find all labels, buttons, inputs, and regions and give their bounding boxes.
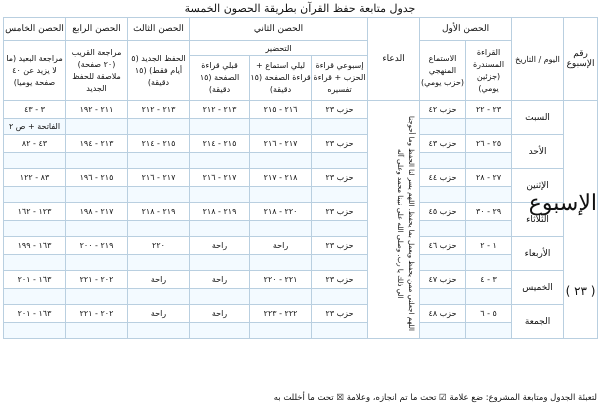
check-row <box>4 289 598 305</box>
check-cell[interactable] <box>66 187 128 203</box>
jadid-header: الحفظ الجديد (٥ أيام فقط) (١٥ دقيقة) <box>128 41 190 101</box>
check-row <box>4 187 598 203</box>
layli-cell[interactable]: راحة <box>250 237 312 255</box>
asma-cell[interactable]: حزب ٤٣ <box>420 135 466 153</box>
week-number: ( ٢٣ ) <box>565 284 596 298</box>
check-cell[interactable] <box>4 323 66 339</box>
layli-cell[interactable]: ٢١٨ - ٢١٧ <box>250 169 312 187</box>
check-row <box>4 119 598 135</box>
check-cell[interactable] <box>420 221 466 237</box>
check-cell[interactable] <box>190 221 250 237</box>
day-cell: الخميس <box>512 271 564 305</box>
tracking-table <box>3 17 598 339</box>
baid-cell[interactable]: ١٦٣ - ١٩٩ <box>4 237 66 255</box>
jadid-cell[interactable]: راحة <box>128 305 190 323</box>
check-cell[interactable] <box>4 289 66 305</box>
check-cell[interactable] <box>250 221 312 237</box>
layli-cell[interactable]: ٢٢٠ - ٢١٨ <box>250 203 312 221</box>
check-cell[interactable] <box>420 323 466 339</box>
usbui-cell[interactable]: حزب ٢٣ <box>312 305 368 323</box>
qabli-cell[interactable]: راحة <box>190 271 250 289</box>
qira-header: القراءة المسندرة (جزئين يومي) <box>466 41 512 101</box>
jadid-cell[interactable]: ٢٢٠ <box>128 237 190 255</box>
table-row <box>4 135 598 153</box>
qira-cell[interactable]: ٢٥ - ٢٦ <box>466 135 512 153</box>
check-cell[interactable] <box>190 255 250 271</box>
table-row <box>4 101 598 119</box>
qarib-cell[interactable]: ٢١٥ - ١٩٦ <box>66 169 128 187</box>
week-label: الإسبوع <box>528 191 598 216</box>
jadid-cell[interactable]: ٢١٥ - ٢١٤ <box>128 135 190 153</box>
qarib-cell[interactable]: ٢٠٢ - ٢٢١ <box>66 271 128 289</box>
check-cell[interactable] <box>66 153 128 169</box>
qarib-header: مراجعة القريب (٢٠ صفحة) ملاصقة للحفظ الجديد <box>66 41 128 101</box>
table-row <box>4 237 598 255</box>
layli-cell[interactable]: ٢١٧ - ٢١٦ <box>250 135 312 153</box>
usbui-cell[interactable]: حزب ٢٣ <box>312 169 368 187</box>
check-cell[interactable] <box>312 153 368 169</box>
usbui-cell[interactable]: حزب ٢٣ <box>312 135 368 153</box>
table-row <box>4 203 598 221</box>
check-cell[interactable] <box>420 119 466 135</box>
qabli-cell[interactable]: راحة <box>190 305 250 323</box>
usbui-cell[interactable]: حزب ٢٣ <box>312 101 368 119</box>
qabli-cell[interactable]: ٢١٥ - ٢١٤ <box>190 135 250 153</box>
check-cell[interactable] <box>250 119 312 135</box>
qira-cell[interactable]: ١ - ٢ <box>466 237 512 255</box>
asma-header: الاستماع المنهجي (حزب يومي) <box>420 41 466 101</box>
check-cell[interactable] <box>128 221 190 237</box>
usbui-cell[interactable]: حزب ٢٣ <box>312 271 368 289</box>
qira-cell[interactable]: ٢٩ - ٣٠ <box>466 203 512 221</box>
check-cell[interactable] <box>128 289 190 305</box>
layli-cell[interactable]: ٢٢٢ - ٢٢٣ <box>250 305 312 323</box>
check-cell[interactable] <box>420 187 466 203</box>
check-cell[interactable] <box>4 255 66 271</box>
check-cell[interactable] <box>312 323 368 339</box>
fort5-header: الحصن الخامس <box>4 18 66 41</box>
week-header: رقم الإسبوع <box>564 18 598 101</box>
day-cell: الثلاثاء <box>512 203 564 237</box>
table-row <box>4 169 598 187</box>
check-cell[interactable] <box>190 187 250 203</box>
check-cell[interactable] <box>128 187 190 203</box>
layli-cell[interactable]: ٢٢١ - ٢٢٠ <box>250 271 312 289</box>
check-row <box>4 153 598 169</box>
check-cell[interactable] <box>190 289 250 305</box>
check-cell[interactable] <box>66 119 128 135</box>
baid-cell[interactable]: ٣ - ٤٣ <box>4 101 66 119</box>
check-row <box>4 255 598 271</box>
day-cell: السبت <box>512 101 564 135</box>
usbui-cell[interactable]: حزب ٢٣ <box>312 203 368 221</box>
check-cell[interactable] <box>250 323 312 339</box>
qira-cell[interactable]: ٥ - ٦ <box>466 305 512 323</box>
fort4-header: الحصن الرابع <box>66 18 128 41</box>
jadid-cell[interactable]: ٢١٧ - ٢١٦ <box>128 169 190 187</box>
qarib-cell[interactable]: ٢١١ - ١٩٢ <box>66 101 128 119</box>
check-cell[interactable] <box>250 187 312 203</box>
check-cell[interactable] <box>128 255 190 271</box>
check-row <box>4 323 598 339</box>
check-cell[interactable] <box>312 221 368 237</box>
asma-cell[interactable]: حزب ٤٢ <box>420 101 466 119</box>
qabli-header: قبلي قراءة الصفحة (١٥ دقيقة) <box>190 56 250 101</box>
check-cell[interactable] <box>128 119 190 135</box>
check-cell[interactable] <box>66 323 128 339</box>
check-cell[interactable] <box>190 153 250 169</box>
baid-cell[interactable]: ١٦٣ - ٢٠١ <box>4 305 66 323</box>
table-row <box>4 305 598 323</box>
prayer-header: الدعاء <box>368 18 420 101</box>
check-cell[interactable] <box>190 323 250 339</box>
jadid-cell[interactable]: ٢١٣ - ٢١٢ <box>128 101 190 119</box>
day-cell: الإثنين <box>512 169 564 203</box>
page-title: جدول متابعة حفظ القرآن بطريقة الحصون الخمسة <box>184 2 416 15</box>
usbui-header: إسبوعي قراءة الحزب + قراءة تفسيره <box>312 56 368 101</box>
qarib-cell[interactable]: ٢٠٢ - ٢٢١ <box>66 305 128 323</box>
day-header: اليوم / التاريخ <box>512 18 564 101</box>
check-cell[interactable] <box>312 187 368 203</box>
check-cell[interactable] <box>312 289 368 305</box>
check-cell[interactable] <box>420 255 466 271</box>
check-cell[interactable] <box>66 255 128 271</box>
table-row <box>4 271 598 289</box>
check-cell[interactable] <box>466 289 512 305</box>
footer-note: لتعبئة الجدول ومتابعة المشروع: ضع علامة ☑ تحت ما تم انجازه، وعلامة ☒ تحت ما أخللت به <box>273 393 597 403</box>
check-cell[interactable] <box>66 289 128 305</box>
check-cell[interactable] <box>466 153 512 169</box>
asma-cell[interactable]: حزب ٤٦ <box>420 237 466 255</box>
usbui-cell[interactable]: حزب ٢٣ <box>312 237 368 255</box>
check-cell[interactable] <box>190 119 250 135</box>
layli-header: ليلي استماع + قراءة الصفحة (١٥ دقيقة) <box>250 56 312 101</box>
fort3-header: الحصن الثالث <box>128 18 190 41</box>
baid-cell[interactable]: ١٢٣ - ١٦٢ <box>4 203 66 221</box>
check-cell[interactable] <box>466 255 512 271</box>
check-cell[interactable] <box>4 221 66 237</box>
asma-cell[interactable]: حزب ٤٤ <box>420 169 466 187</box>
baid-cell[interactable]: ٨٣ - ١٢٢ <box>4 169 66 187</box>
layli-cell[interactable]: ٢١٦ - ٢١٥ <box>250 101 312 119</box>
prayer-text: اللهم اجعلني ممن يحفظ ويعمل بما يحفظ. اللهم يسر لنا الحفظ وما أحوجنا الي ذلك يا رب. وصلى الله على نبينا محمد وعلى آله <box>396 116 416 331</box>
qabli-cell[interactable]: ٢١٩ - ٢١٨ <box>190 203 250 221</box>
qabli-cell[interactable]: ٢١٣ - ٢١٢ <box>190 101 250 119</box>
day-cell: الجمعة <box>512 305 564 339</box>
jadid-cell[interactable]: راحة <box>128 271 190 289</box>
check-cell[interactable] <box>250 255 312 271</box>
check-cell[interactable] <box>66 221 128 237</box>
baid-header: مراجعة البعيد (ما لا يزيد عن ٤٠ صفحة يوميا) <box>4 41 66 101</box>
check-cell[interactable] <box>466 221 512 237</box>
qira-cell[interactable]: ٣ - ٤ <box>466 271 512 289</box>
qarib-cell[interactable]: ٢١٩ - ٢٠٠ <box>66 237 128 255</box>
qarib-cell[interactable]: ٢١٧ - ١٩٨ <box>66 203 128 221</box>
check-cell[interactable] <box>420 153 466 169</box>
qira-cell[interactable]: ٢٣ - ٢٢ <box>466 101 512 119</box>
asma-cell[interactable]: حزب ٤٥ <box>420 203 466 221</box>
check-row <box>4 221 598 237</box>
qira-cell[interactable]: ٢٧ - ٢٨ <box>466 169 512 187</box>
prayer-cell <box>368 101 420 339</box>
check-cell[interactable] <box>128 323 190 339</box>
baid-cell[interactable]: ٤٣ - ٨٢ <box>4 135 66 153</box>
tahdir-header: التحضير <box>190 41 368 56</box>
check-cell[interactable]: الفاتحة + ص ٢ <box>4 119 66 135</box>
check-cell[interactable] <box>128 153 190 169</box>
check-cell[interactable] <box>312 119 368 135</box>
check-cell[interactable] <box>466 187 512 203</box>
day-cell: الأحد <box>512 135 564 169</box>
qabli-cell[interactable]: راحة <box>190 237 250 255</box>
baid-cell[interactable]: ١٦٣ - ٢٠١ <box>4 271 66 289</box>
fort2-header: الحصن الثاني <box>190 18 368 41</box>
check-cell[interactable] <box>420 289 466 305</box>
check-cell[interactable] <box>250 289 312 305</box>
day-cell: الأربعاء <box>512 237 564 271</box>
asma-cell[interactable]: حزب ٤٨ <box>420 305 466 323</box>
check-cell[interactable] <box>4 153 66 169</box>
asma-cell[interactable]: حزب ٤٧ <box>420 271 466 289</box>
check-cell[interactable] <box>466 323 512 339</box>
check-cell[interactable] <box>250 153 312 169</box>
check-cell[interactable] <box>466 119 512 135</box>
fort1-header: الحصن الأول <box>420 18 512 41</box>
jadid-cell[interactable]: ٢١٩ - ٢١٨ <box>128 203 190 221</box>
qarib-cell[interactable]: ٢١٣ - ١٩٤ <box>66 135 128 153</box>
qabli-cell[interactable]: ٢١٧ - ٢١٦ <box>190 169 250 187</box>
check-cell[interactable] <box>4 187 66 203</box>
check-cell[interactable] <box>312 255 368 271</box>
